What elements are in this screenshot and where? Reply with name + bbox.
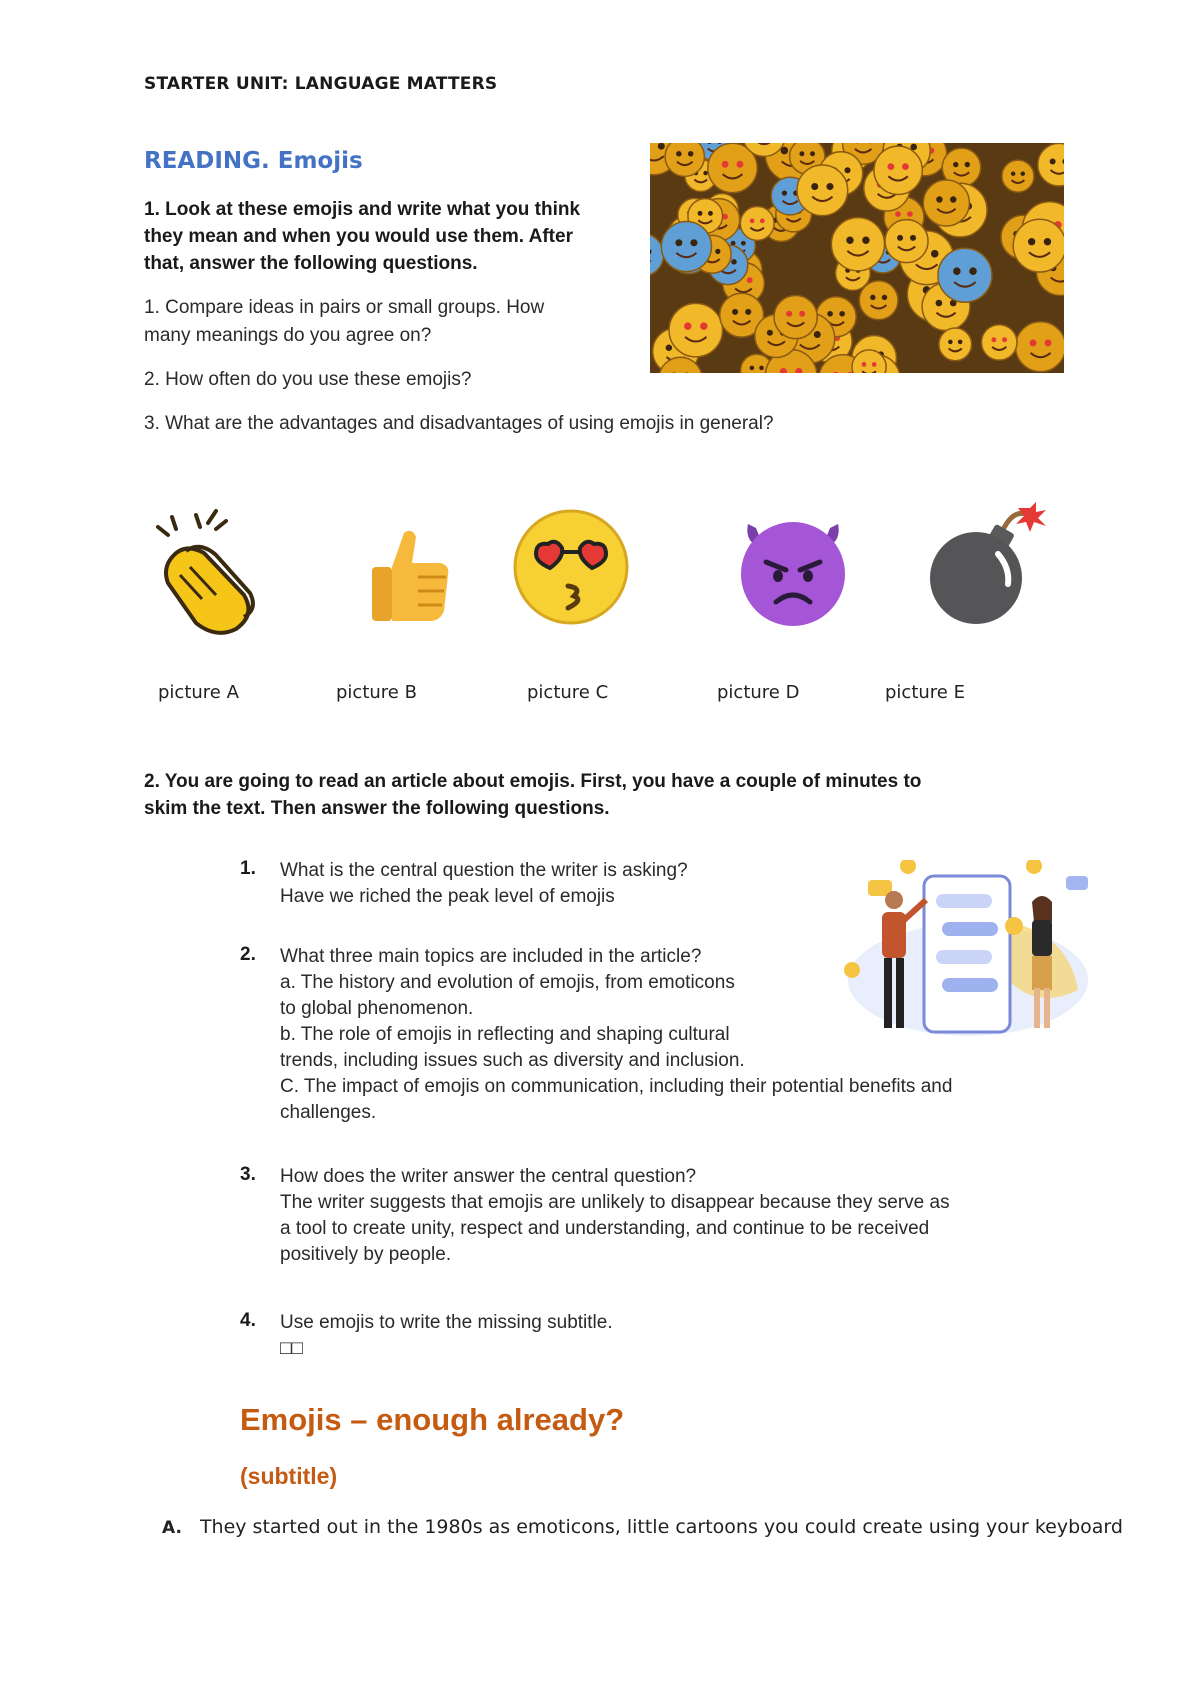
emoji-pile-photo (650, 143, 1064, 373)
answer-line: a. The history and evolution of emojis, from emoticons (280, 972, 735, 993)
question-1 (280, 858, 688, 910)
task1-question-2: 2. How often do you use these emojis? (144, 369, 472, 390)
picture-label: picture C (527, 682, 609, 703)
task2-instructions-line2: skim the text. Then answer the following questions. (144, 798, 610, 819)
answer-line: to global phenomenon. (280, 998, 474, 1019)
picture-label: picture A (158, 682, 239, 703)
question-line: What three main topics are included in the article? (280, 946, 702, 967)
question-2 (280, 944, 952, 1126)
picture-label: picture B (336, 682, 417, 703)
question-number: 2. (240, 944, 256, 965)
article-subtitle: (subtitle) (240, 1463, 338, 1489)
question-number: 4. (240, 1310, 256, 1331)
question-number: 3. (240, 1164, 256, 1185)
task1-line: 1. Look at these emojis and write what you think (144, 199, 581, 220)
task1-instructions (144, 196, 644, 277)
question-4 (280, 1310, 613, 1362)
bomb-icon (926, 498, 1052, 628)
task1-line: they mean and when you would use them. After (144, 226, 573, 247)
angry-devil-icon (734, 504, 852, 628)
answer-line: trends, including issues such as diversity and inclusion. (280, 1050, 745, 1071)
unit-title: STARTER UNIT: LANGUAGE MATTERS (144, 74, 498, 94)
paragraph-text: They started out in the 1980s as emoticons, little cartoons you could create using your keyboard (199, 1516, 1123, 1538)
task1-question-1-line2: many meanings do you agree on? (144, 325, 432, 346)
answer-line: Have we riched the peak level of emojis (280, 886, 615, 907)
task1-question-3: 3. What are the advantages and disadvantages of using emojis in general? (144, 413, 774, 434)
article-title: Emojis – enough already? (240, 1402, 625, 1437)
reading-title: READING. Emojis (144, 148, 363, 174)
answer-line: b. The role of emojis in reflecting and shaping cultural (280, 1024, 730, 1045)
task1-question-1-line1: 1. Compare ideas in pairs or small groups. How (144, 297, 545, 318)
question-line: What is the central question the writer is asking? (280, 860, 688, 881)
clapping-hands-icon (146, 505, 266, 635)
picture-label: picture E (885, 682, 965, 703)
answer-line: C. The impact of emojis on communication, including their potential benefits and (280, 1076, 953, 1097)
picture-label: picture D (717, 682, 800, 703)
thumbs-up-icon (368, 525, 452, 625)
paragraph-a (162, 1516, 1123, 1538)
task1-line: that, answer the following questions. (144, 253, 478, 274)
task2-instructions-line1: 2. You are going to read an article about emojis. First, you have a couple of minutes to (144, 771, 922, 792)
question-number: 1. (240, 858, 256, 879)
answer-line: challenges. (280, 1102, 377, 1123)
question-line: How does the writer answer the central question? (280, 1166, 697, 1187)
answer-line: positively by people. (280, 1244, 452, 1265)
paragraph-letter: A. (162, 1518, 182, 1538)
question-line: Use emojis to write the missing subtitle. (280, 1312, 613, 1333)
answer-line: The writer suggests that emojis are unlikely to disappear because they serve as (280, 1192, 950, 1213)
question-3 (280, 1164, 950, 1268)
answer-line: a tool to create unity, respect and understanding, and continue to be received (280, 1218, 930, 1239)
answer-line: □□ (280, 1338, 303, 1359)
heart-eyes-kiss-icon (512, 508, 630, 626)
